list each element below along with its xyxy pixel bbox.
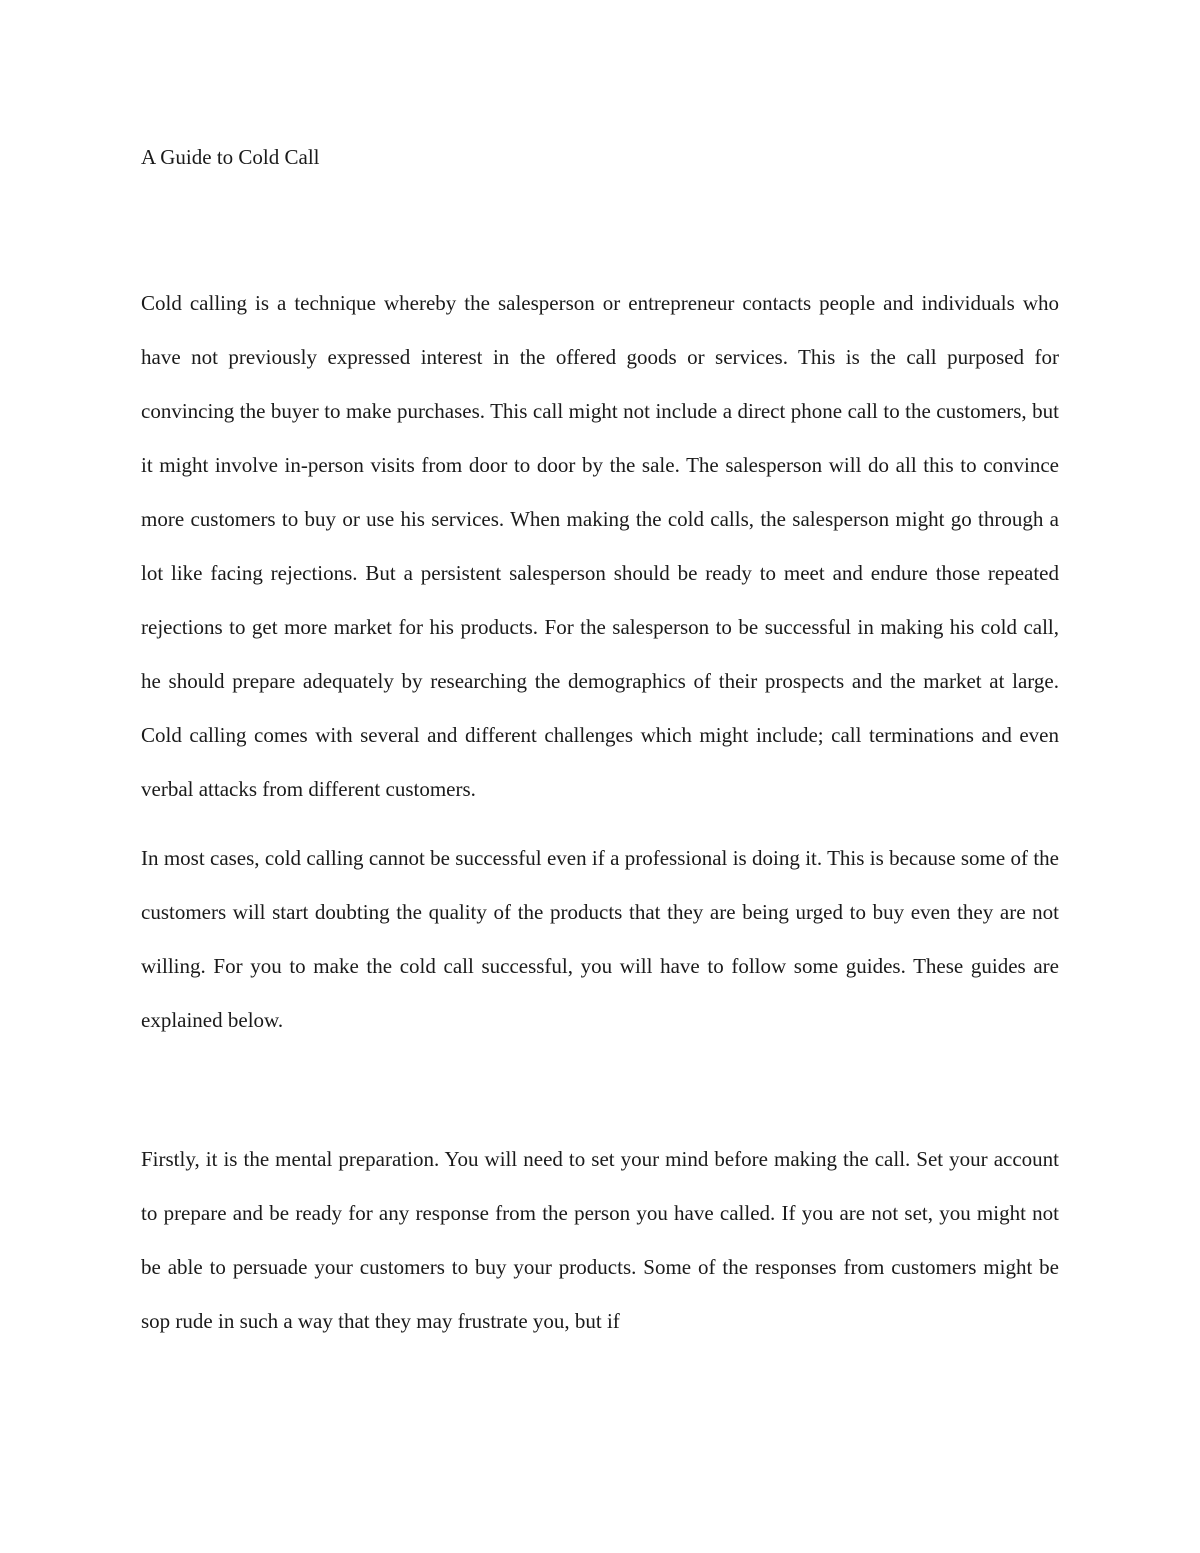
paragraph-challenges: In most cases, cold calling cannot be successful even if a professional is doing it. This is because some of the customers will start doubting the quality of the products that they are being urged to buy even they are not willing. For you to make the cold call successful, you will have to follow some guides. These guides are explained below. xyxy=(141,846,1059,1032)
document-body xyxy=(141,139,1059,1348)
paragraph-mental-preparation: Firstly, it is the mental preparation. You will need to set your mind before making the call. Set your account to prepare and be ready for any response from the person you have called. If you are not set, you might not be able to persuade your customers to buy your products. Some of the responses from customers might be sop rude in such a way that they may frustrate you, but if xyxy=(141,1147,1059,1333)
paragraph-intro: Cold calling is a technique whereby the salesperson or entrepreneur contacts people and individuals who have not previously expressed interest in the offered goods or services. This is the call purposed for convincing the buyer to make purchases. This call might not include a direct phone call to the customers, but it might involve in-person visits from door to door by the sale. The salesperson will do all this to convince more customers to buy or use his services. When making the cold calls, the salesperson might go through a lot like facing rejections. But a persistent salesperson should be ready to meet and endure those repeated rejections to get more market for his products. For the salesperson to be successful in making his cold call, he should prepare adequately by researching the demographics of their prospects and the market at large. Cold calling comes with several and different challenges which might include; call terminations and even verbal attacks from different customers. xyxy=(141,291,1059,801)
document-title: A Guide to Cold Call xyxy=(141,145,320,169)
